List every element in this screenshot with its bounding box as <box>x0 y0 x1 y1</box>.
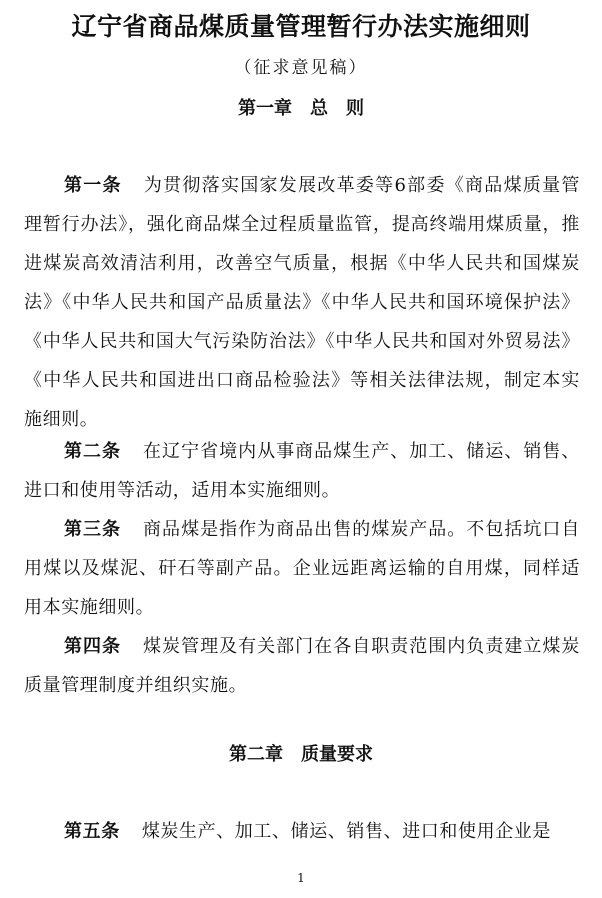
article-1-label: 第一条 <box>64 175 122 196</box>
article-3-text: 商品煤是指作为商品出售的煤炭产品。不包括坑口自用煤以及煤泥、矸石等副产品。企业远距离运输的自用煤，同样适用本实施细则。 <box>24 519 580 618</box>
chapter-1-heading: 第一章 总 则 <box>238 98 364 119</box>
article-2-text: 在辽宁省境内从事商品煤生产、加工、储运、销售、进口和使用等活动，适用本实施细则。 <box>24 441 580 501</box>
article-2-label: 第二条 <box>64 441 122 462</box>
article-1 <box>24 166 580 439</box>
article-1-text: 为贯彻落实国家发展改革委等6部委《商品煤质量管理暂行办法》，强化商品煤全过程质量监管，提高终端用煤质量，推进煤炭高效清洁利用，改善空气质量，根据《中华人民共和国煤炭法》《中华人民共和国产品质量法》《中华人民共和国环境保护法》《中华人民共和国大气污染防治法》《中华人民共和国对外贸易法》《中华人民共和国进出口商品检验法》等相关法律法规，制定本实施细则。 <box>24 175 580 430</box>
article-5 <box>24 812 580 851</box>
article-5-label: 第五条 <box>64 821 120 842</box>
page-number: 1 <box>297 871 305 885</box>
article-4-text: 煤炭管理及有关部门在各自职责范围内负责建立煤炭质量管理制度并组织实施。 <box>24 636 580 696</box>
document-subtitle: （征求意见稿） <box>234 58 368 78</box>
document-title: 辽宁省商品煤质量管理暂行办法实施细则 <box>71 12 531 41</box>
article-4 <box>24 627 580 705</box>
article-3-label: 第三条 <box>64 519 122 540</box>
chapter-2-heading: 第二章 质量要求 <box>229 744 373 765</box>
article-4-label: 第四条 <box>64 636 122 657</box>
article-5-text: 煤炭生产、加工、储运、销售、进口和使用企业是 <box>141 821 552 842</box>
article-2 <box>24 432 580 510</box>
article-3 <box>24 510 580 627</box>
